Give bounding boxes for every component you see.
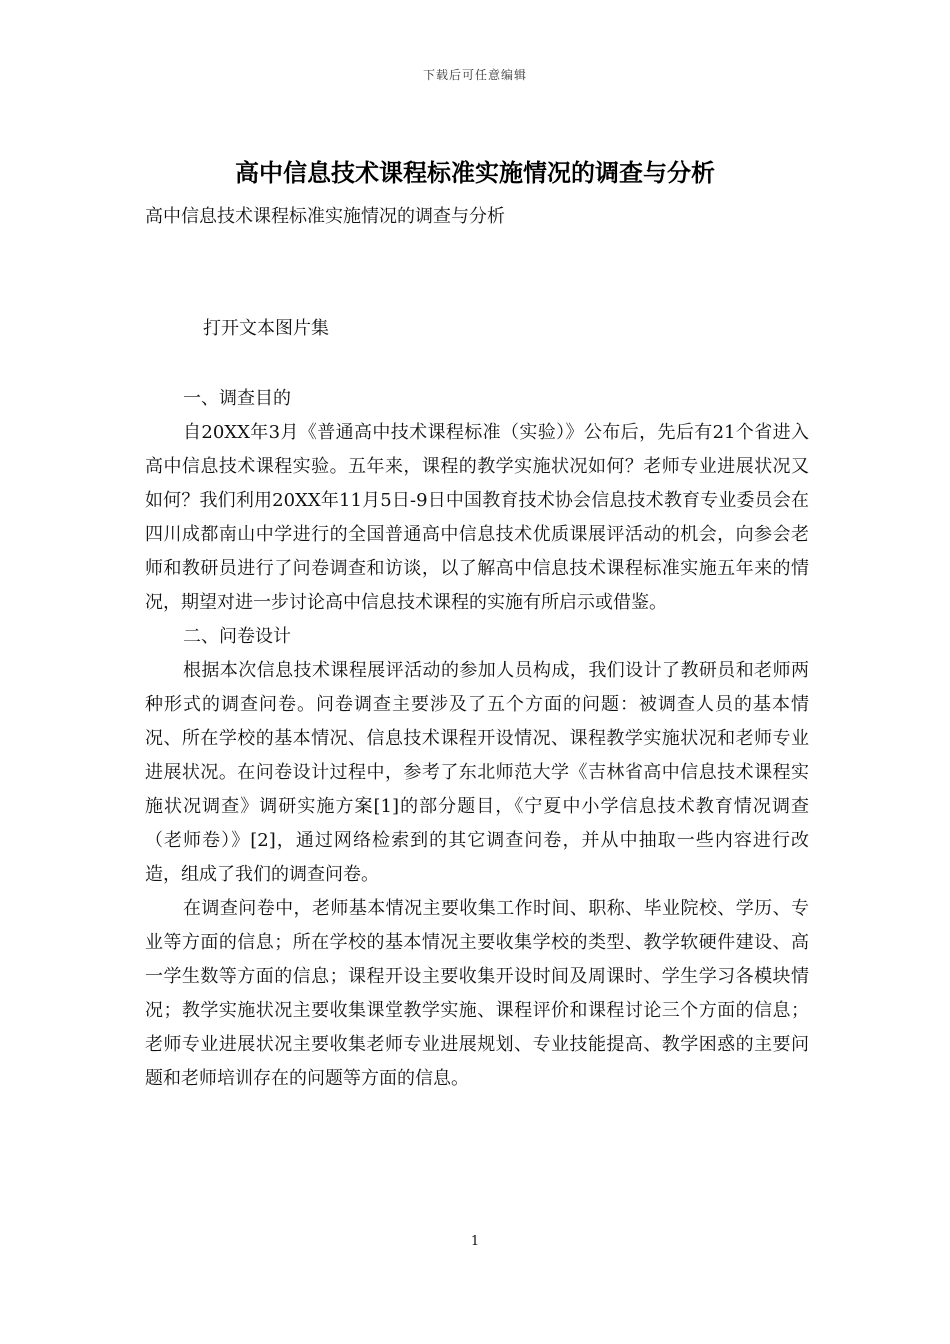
paragraph-design-2: 在调查问卷中，老师基本情况主要收集工作时间、职称、毕业院校、学历、专业等方面的信息；所在学校的基本情况主要收集学校的类型、教学软硬件建设、高一学生数等方面的信息；课程开设主要收集开设时间及周课时、学生学习各模块情况；教学实施状况主要收集课堂教学实施、课程评价和课程讨论三个方面的信息；老师专业进展状况主要收集老师专业进展规划、专业技能提高、教学困惑的主要问题和老师培训存在的问题等方面的信息。 [145, 898, 809, 1089]
header-note: 下载后可任意编辑 [422, 68, 527, 82]
paragraph-purpose: 自20XX年3月《普通高中技术课程标准（实验）》公布后，先后有21个省进入高中信息技术课程实验。五年来，课程的教学实施状况如何？老师专业进展状况又如何？我们利用20XX年11月5日-9日中国教育技术协会信息技术教育专业委员会在四川成都南山中学进行的全国普通高中信息技术优质课展评活动的机会，向参会老师和教研员进行了问卷调查和访谈，以了解高中信息技术课程标准实施五年来的情况，期望对进一步讨论高中信息技术课程的实施有所启示或借鉴。 [145, 422, 809, 613]
open-gallery-link[interactable]: 打开文本图片集 [203, 318, 329, 339]
document-subtitle: 高中信息技术课程标准实施情况的调查与分析 [145, 206, 505, 227]
document-title: 高中信息技术课程标准实施情况的调查与分析 [235, 158, 715, 187]
section-heading-design: 二、问卷设计 [183, 626, 291, 647]
document-body [145, 382, 809, 1096]
paragraph-design-1: 根据本次信息技术课程展评活动的参加人员构成，我们设计了教研员和老师两种形式的调查问卷。问卷调查主要涉及了五个方面的问题：被调查人员的基本情况、所在学校的基本情况、信息技术课程开设情况、课程教学实施状况和老师专业进展状况。在问卷设计过程中，参考了东北师范大学《吉林省高中信息技术课程实施状况调查》调研实施方案[1]的部分题目，《宁夏中小学信息技术教育情况调查（老师卷）》[2]，通过网络检索到的其它调查问卷，并从中抽取一些内容进行改造，组成了我们的调查问卷。 [145, 660, 809, 885]
section-heading-purpose: 一、调查目的 [183, 388, 291, 409]
page-number: 1 [470, 1234, 480, 1249]
